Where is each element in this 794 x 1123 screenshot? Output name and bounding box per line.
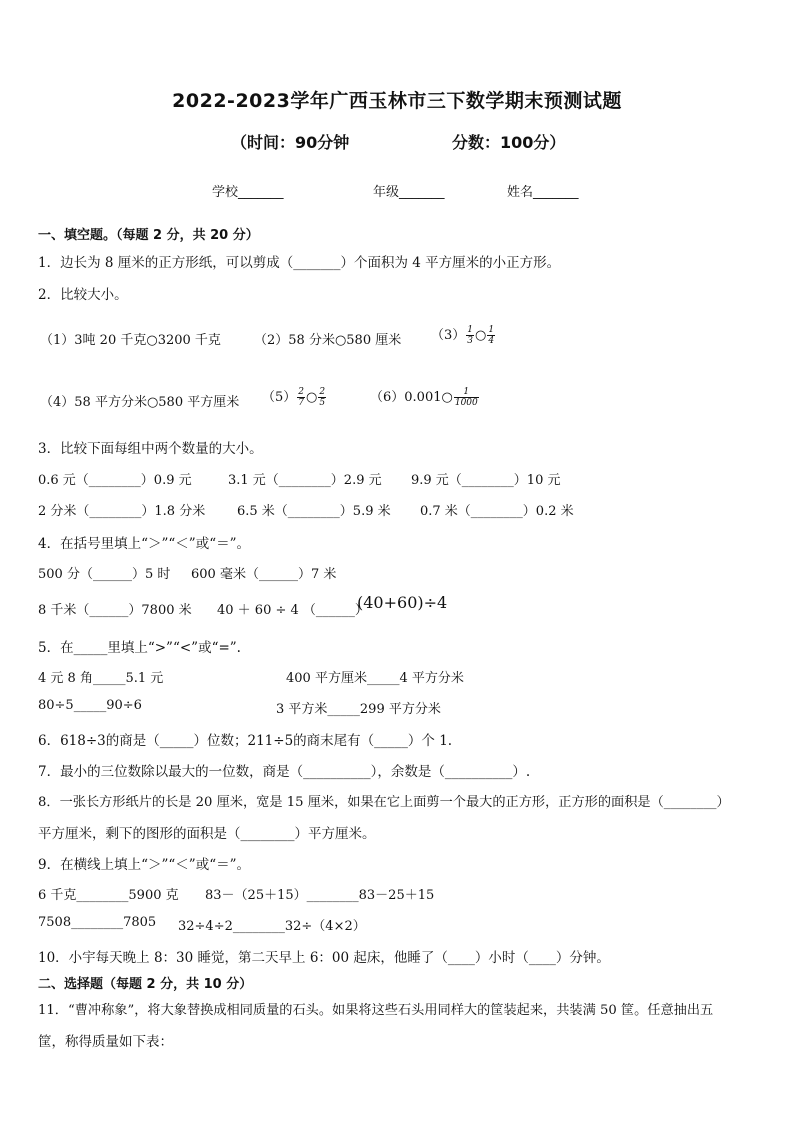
fraction: $\frac{1}{4}$ [488,325,495,346]
question-4: 4．在括号里填上“＞”“＜”或“＝”。 [38,536,250,552]
question-6: 6．618÷3的商是（_____）位数；211÷5的商末尾有（_____）个 1. [38,733,453,749]
fraction: $\frac{1}{3}$ [467,325,474,346]
question-10: 10．小宇每天晚上 8：30 睡觉，第二天早上 6：00 起床，他睡了（____）小时（____）分钟。 [38,950,610,966]
q4-item: 40 ＋ 60 ÷ 4 （______） [217,603,368,618]
q9-item: 83－（25＋15）________83－25＋15 [205,888,435,903]
section2-heading: 二、选择题（每题 2 分，共 10 分） [38,977,253,992]
q5-item: 400 平方厘米_____4 平方分米 [286,671,464,686]
q2-item-3-prefix: （3） [431,328,466,343]
q2-item-6 [370,386,480,408]
q3-item: 0.7 米（________）0.2 米 [420,504,574,519]
q5-item: 3 平方米_____299 平方分米 [276,702,441,717]
q3-item: 0.6 元（________）0.9 元 [38,473,192,488]
exam-time: （时间：90分钟 [231,133,350,152]
q2-item-1: （1）3吨 20 千克○3200 千克 [40,333,221,348]
exam-score: 分数：100分） [452,133,566,152]
compare-circle: ○ [306,390,318,405]
q2-item-5-prefix: （5） [262,390,297,405]
q2-item-3 [431,324,496,346]
compare-circle: ○ [475,328,487,343]
section1-heading: 一、填空题。（每题 2 分，共 20 分） [38,228,259,243]
q2-item-6-prefix: （6）0.001○ [370,390,453,405]
q3-item: 3.1 元（________）2.9 元 [228,473,382,488]
q2-item-4: （4）58 平方分米○580 平方厘米 [40,395,240,410]
q4-item: 500 分（______）5 时 [38,567,171,582]
question-9: 9．在横线上填上“＞”“＜”或“＝”。 [38,857,250,873]
name-field: 姓名_______ [507,185,579,200]
question-7: 7．最小的三位数除以最大的一位数，商是（__________），余数是（__________）. [38,764,531,780]
q4-item: 600 毫米（______）7 米 [191,567,337,582]
question-8-line-2: 平方厘米，剩下的图形的面积是（________）平方厘米。 [38,826,376,842]
q4-expression: (40+60)÷4 [357,593,448,612]
question-2: 2．比较大小。 [38,287,128,303]
q9-item: 6 千克________5900 克 [38,888,179,903]
fraction: $\frac{2}{7}$ [298,387,305,408]
grade-field: 年级_______ [373,185,445,200]
q3-item: 6.5 米（________）5.9 米 [237,504,391,519]
question-11-line-2: 筐，称得质量如下表： [38,1034,173,1050]
question-8-line-1: 8．一张长方形纸片的长是 20 厘米，宽是 15 厘米，如果在它上面剪一个最大的正方形，正方形的面积是（________） [38,795,730,810]
q5-item: 4 元 8 角_____5.1 元 [38,671,164,686]
q2-item-2: （2）58 分米○580 厘米 [254,333,402,348]
school-field: 学校_______ [212,185,284,200]
q4-item: 8 千米（______）7800 米 [38,603,192,618]
q2-item-5 [262,386,327,408]
fraction: $\frac{2}{5}$ [319,387,326,408]
fraction: $\frac{1}{1000}$ [454,387,478,408]
q3-item: 9.9 元（________）10 元 [411,473,561,488]
q9-item: 7508________7805 [38,915,157,930]
q3-item: 2 分米（________）1.8 分米 [38,504,206,519]
page-title: 2022-2023学年广西玉林市三下数学期末预测试题 [172,90,622,112]
question-11-line-1: 11．“曹冲称象”，将大象替换成相同质量的石头。如果将这些石头用同样大的筐装起来，共装满 50 筐。任意抽出五 [38,1003,714,1018]
question-1: 1．边长为 8 厘米的正方形纸，可以剪成（_______）个面积为 4 平方厘米的小正方形。 [38,255,561,271]
q5-item: 80÷5_____90÷6 [38,698,142,713]
question-5: 5．在_____里填上“>”“<”或“=”. [38,640,241,656]
question-3: 3．比较下面每组中两个数量的大小。 [38,441,263,457]
q9-item: 32÷4÷2________32÷（4×2） [178,919,366,934]
